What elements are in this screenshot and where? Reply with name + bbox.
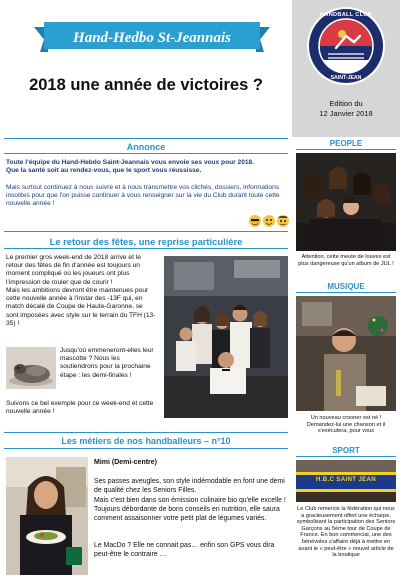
annonce-line-3: Mais surtout continuez à nous suivre et à nous transmettre vos clichés, dossiers, informations insolites pour que l'on puisse continuer à vous renseigner sur la vie du Club durant toute cette nouvelle année ! — [6, 184, 280, 208]
retour-title: Le retour des fêtes, une reprise particulière — [49, 236, 243, 247]
musique-title: MUSIQUE — [327, 282, 365, 291]
sport-caption: Le Club remercie la fédération qui nous a gracieusement offert une écharpe, symbolisant la participation des Seniors Garçons au 5ème tour de Coupe de France. En bon commercial, une des bénévoles s'affaire déjà à mettre en avant le « peut-être » nouvel article de la boutique — [296, 506, 396, 559]
annonce-title: Annonce — [126, 142, 166, 152]
retour-paragraph-4: Suivons ce bel exemple pour ce week-end et cette nouvelle année ! — [6, 400, 154, 416]
logo-top-text: HANDBALL CLUB — [320, 12, 372, 18]
divider-line — [296, 149, 396, 150]
mascot-photo — [6, 347, 56, 389]
musique-caption: Un nouveau crooner est né ! Demandez-lui une chanson et il s'exécutera, pour vous — [306, 415, 386, 435]
edition-date — [292, 99, 400, 119]
divider-line — [4, 231, 288, 232]
sport-title: SPORT — [332, 446, 360, 455]
metiers-paragraph-3: Le MacDo ? Elle ne connait pas… enfin son GPS vous dira peut-être le contraire … — [94, 542, 275, 558]
people-title: PEOPLE — [329, 139, 363, 148]
club-logo — [306, 6, 386, 86]
retour-paragraph-2: Mais les ambitions devront être maintenues pour cette nouvelle année à l'instar des -13F qui, en match décalé de Coupe de Haute-Garonne, se sont imposées avec style sur le terrain du TFH (13-35) ! — [6, 287, 156, 327]
team-photo — [164, 256, 288, 418]
metiers-title: Les métiers de nos handballeurs – n°10 — [61, 436, 231, 446]
scarf-text: H.B.C SAINT JEAN — [315, 476, 377, 483]
player-name: Mimi (Demi-centre) — [94, 459, 158, 466]
divider-line — [296, 292, 396, 293]
emoji-faces — [248, 214, 290, 228]
divider-line — [4, 248, 288, 249]
people-photo — [296, 153, 396, 251]
divider-line — [296, 456, 396, 457]
people-caption: Attention, cette meute de louves est plus dangereuse qu'un album de JUL ! — [298, 254, 394, 267]
divider-line — [4, 432, 288, 433]
divider-line — [4, 153, 288, 154]
newsletter-title: Hand-Hedbo St-Jeannais — [73, 29, 231, 46]
edition-date-value: 12 Janvier 2018 — [319, 109, 373, 118]
mimi-photo — [6, 457, 88, 575]
metiers-paragraph-1: Ses passes aveugles, son style indémodable en font une demi de qualité chez les Seniors Filles. — [94, 478, 285, 494]
divider-line — [4, 138, 288, 139]
logo-bottom-text: SAINT-JEAN — [330, 75, 362, 81]
annonce-line-1: Toute l'équipe du Hand-Hebdo Saint-Jeannais vous envoie ses voux pour 2018. — [6, 159, 255, 166]
edition-label: Edition du — [329, 99, 363, 108]
retour-paragraph-1: Le premier gros week-end de 2018 arrive et le retour des fêtes de fin d'année est toujours un moment compliqué où les joueurs ont plus l'impression de rouler que de courir ! — [6, 254, 141, 286]
metiers-paragraph-2: Mais c'est bien dans son émission culinaire bio qu'elle excelle ! Toujours débordante de bons conseils en nutrition, elle saura comment assaisonner votre petit plat de légumes variés. — [94, 497, 286, 522]
annonce-line-2: Que la santé soit au rendez-vous, que le sport vous réussisse. — [6, 167, 202, 174]
musique-photo — [296, 296, 396, 411]
header-banner — [34, 22, 270, 54]
divider-line — [4, 448, 288, 449]
retour-paragraph-3: Jusqu'où emmeneront-elles leur mascotte ? Nous les soutiendrons pour la prochaine étape : les demi-finales ! — [60, 347, 154, 379]
issue-headline: 2018 une année de victoires ? — [29, 76, 263, 94]
